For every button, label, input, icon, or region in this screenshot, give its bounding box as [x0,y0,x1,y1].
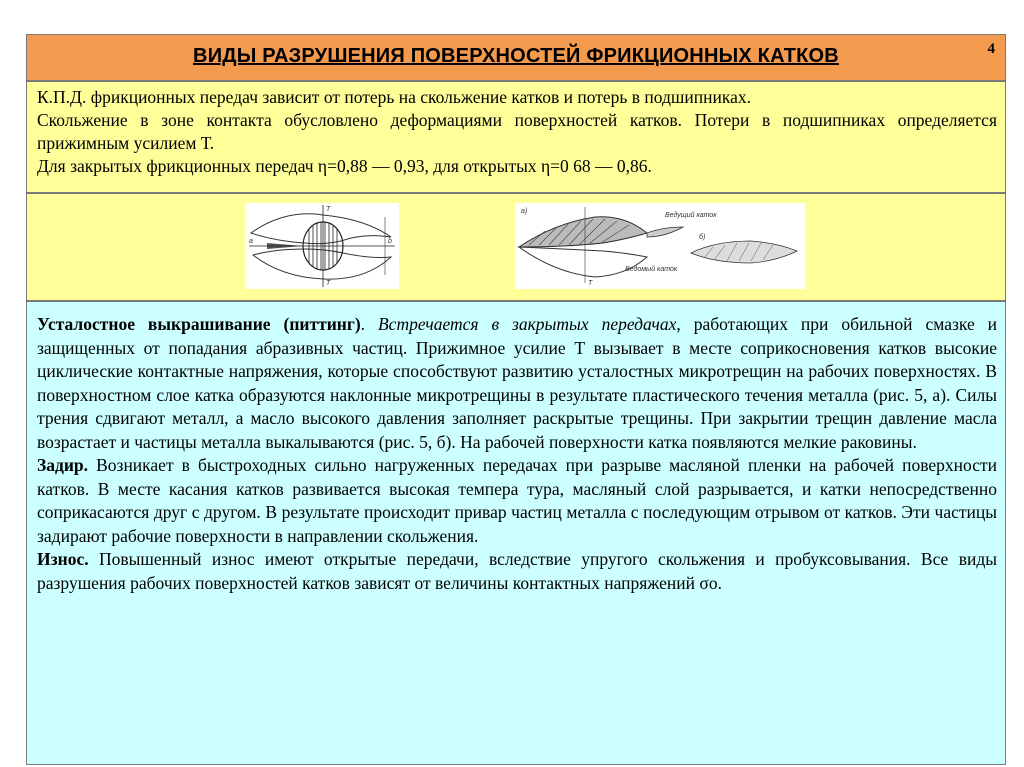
contact-zone-drawing [245,203,399,289]
intro-line-2: Скольжение в зоне контакта обусловлено деформациями поверхностей катков. Потери в подшипниках определяется прижимным усилием Т. [37,110,997,153]
pitting-drawing [515,203,805,289]
pitting-italic: Встречается в закрытых передачах [377,314,677,334]
intro-panel [26,81,1006,193]
fig-left-label-t-bottom: T [326,280,331,287]
scoring-text: Возникает в быстроходных сильно нагруженных передачах при разрыве масляной пленки на рабочей поверхности катков. В месте касания катков развивается высокая темпера тура, масляный слой разрывается, и катки непосредственно соприкасаются друг с другом. В результате происходит привар частиц металла с последующим отрывом от катков. Эти частицы задирают рабочие поверхности в направлении скольжения. [37,455,997,546]
figures-panel [26,193,1006,301]
intro-line-3: Для закрытых фрикционных передач η=0,88 — 0,93, для открытых η=0 68 — 0,86. [37,156,652,176]
fig-left-label-a: a [249,238,253,245]
pitting-term: Усталостное выкрашивание (питтинг) [37,314,361,334]
wear-text: Повышенный износ имеют открытые передачи, вследствие упругого скольжения и пробуксовывания. Все виды разрушения рабочих поверхностей катков зависят от величины контактных напряжений σо. [37,549,997,593]
pitting-figure [515,203,805,289]
fig-left-label-dim: b [388,238,392,245]
slide-title: ВИДЫ РАЗРУШЕНИЯ ПОВЕРХНОСТЕЙ ФРИКЦИОННЫХ КАТКОВ [193,45,839,67]
body-panel [26,301,1006,765]
fig-right-label-t: T [588,280,593,287]
page-number: 4 [987,41,995,57]
fig-right-label-b: б) [699,234,706,241]
pitting-text: , работающих при обильной смазке и защищенных от попадания абразивных частиц. Прижимное усилие Т вызывает в месте соприкосновения катков высокие циклические контактные напряжения, которые способствуют развитию усталостных микротрещин на рабочих поверхностях. В поверхностном слое катка образуются наклонные микротрещины в результате пластического течения металла (рис. 5, а). Силы трения сдвигают металл, а масло высокого давления заполняет раскрытые трещины. При закрытии трещин давление масла возрастает и частицы металла выкалываются (рис. 5, б). На рабочей поверхности катка появляются мелкие раковины. [37,314,998,452]
fig-right-label-a: a) [521,208,528,215]
wear-paragraph [37,548,997,595]
contact-zone-figure [245,203,399,289]
pitting-dot: . [360,314,378,334]
fig-left-label-t-top: T [326,206,331,213]
wear-term: Износ. [37,549,89,569]
scoring-paragraph [37,454,997,548]
scoring-term: Задир. [37,455,89,475]
slide-header [26,34,1006,81]
fig-right-label-driven: Ведомый каток [625,266,678,273]
intro-line-1: К.П.Д. фрикционных передач зависит от потерь на скольжение катков и потерь в подшипниках. [37,87,751,107]
fig-right-label-drive: Ведущий каток [665,212,717,219]
pitting-paragraph [37,313,997,454]
